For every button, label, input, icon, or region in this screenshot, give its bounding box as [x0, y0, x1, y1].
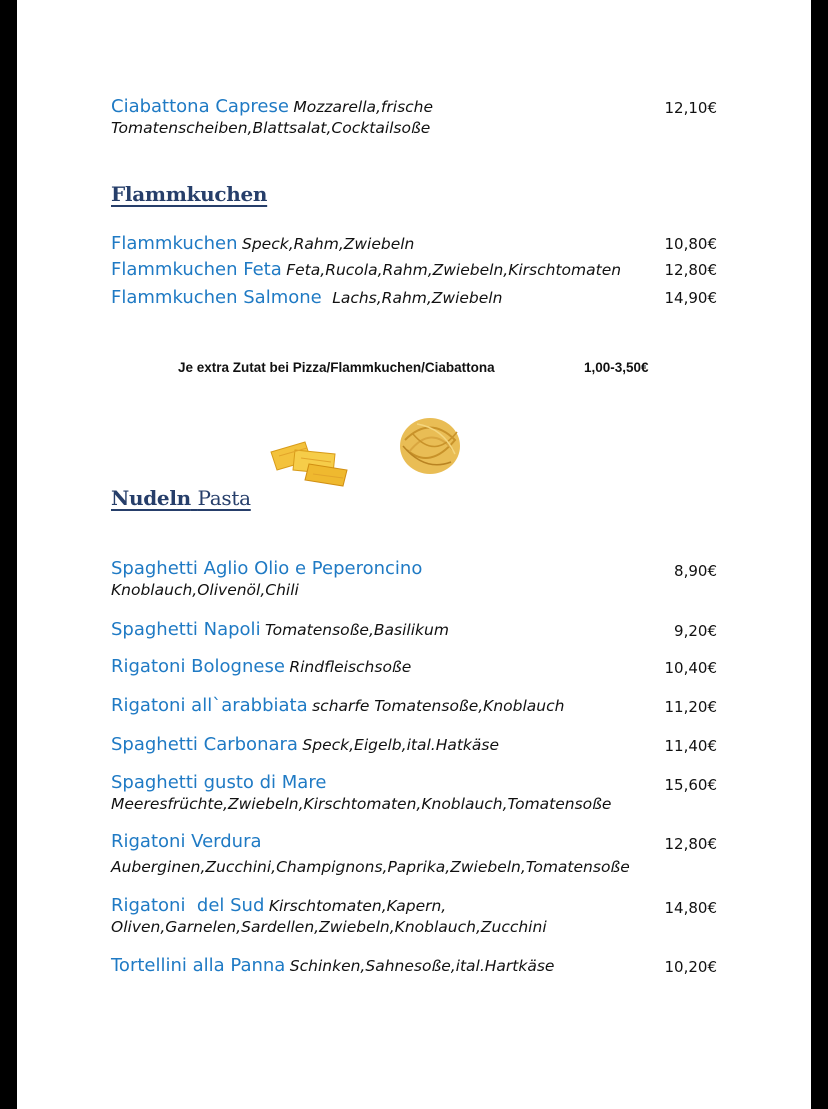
item-price: 12,80€	[664, 261, 717, 279]
item-desc: Feta,Rucola,Rahm,Zwiebeln,Kirschtomaten	[286, 261, 622, 279]
menu-item-spaghetti-carbonara	[111, 734, 499, 755]
item-desc-line2: Tomatenscheiben,Blattsalat,Cocktailsoße	[111, 119, 431, 137]
item-name: Spaghetti gusto di Mare	[111, 772, 327, 793]
item-name: Rigatoni all`arabbiata	[111, 695, 308, 716]
item-desc: Schinken,Sahnesoße,ital.Hartkäse	[289, 957, 555, 975]
menu-item-flammkuchen-salmone	[111, 287, 502, 308]
item-price: 10,80€	[664, 235, 717, 253]
item-price: 11,40€	[664, 737, 717, 755]
item-name: Tortellini alla Panna	[111, 955, 286, 976]
item-desc: Kirschtomaten,Kapern,	[268, 897, 447, 915]
item-desc: Lachs,Rahm,Zwiebeln	[332, 289, 503, 307]
item-name: Spaghetti Napoli	[111, 619, 261, 640]
item-name: Rigatoni del Sud	[111, 895, 265, 916]
item-name: Rigatoni Verdura	[111, 831, 262, 852]
item-price: 9,20€	[674, 622, 717, 640]
item-name: Flammkuchen Feta	[111, 259, 282, 280]
item-desc: Speck,Rahm,Zwiebeln	[241, 235, 415, 253]
menu-item-rigatoni-arrabbiata	[111, 695, 564, 716]
item-name: Flammkuchen Salmone	[111, 287, 322, 308]
menu-page	[17, 0, 811, 1109]
menu-item-flammkuchen	[111, 233, 414, 254]
item-desc-line2: Oliven,Garnelen,Sardellen,Zwiebeln,Knoblauch,Zucchini	[111, 918, 547, 936]
item-desc: Knoblauch,Olivenöl,Chili	[111, 581, 299, 599]
section-heading-flammkuchen: Flammkuchen	[111, 182, 268, 206]
item-desc: Tomatensoße,Basilikum	[265, 621, 449, 639]
item-price: 10,20€	[664, 958, 717, 976]
item-name: Spaghetti Carbonara	[111, 734, 298, 755]
heading-pasta: Pasta	[197, 486, 251, 510]
item-desc: scharfe Tomatensoße,Knoblauch	[312, 697, 565, 715]
item-price: 14,80€	[664, 899, 717, 917]
item-price: 11,20€	[664, 698, 717, 716]
menu-item-spaghetti-aglio-olio	[111, 558, 422, 599]
menu-item-rigatoni-del-sud	[111, 895, 547, 936]
menu-item-spaghetti-gusto-di-mare	[111, 772, 611, 813]
item-price: 12,10€	[664, 99, 717, 117]
item-name: Flammkuchen	[111, 233, 238, 254]
section-heading-pasta	[111, 486, 251, 510]
item-name: Rigatoni Bolognese	[111, 656, 285, 677]
item-desc: Auberginen,Zucchini,Champignons,Paprika,Zwiebeln,Tomatensoße	[111, 858, 630, 876]
penne-pasta-image	[265, 430, 355, 490]
heading-nudeln: Nudeln	[111, 486, 191, 510]
item-price: 12,80€	[664, 835, 717, 853]
extra-topping-price: 1,00-3,50€	[584, 360, 649, 375]
item-name: Spaghetti Aglio Olio e Peperoncino	[111, 558, 423, 579]
menu-item-flammkuchen-feta	[111, 259, 621, 280]
item-desc: Speck,Eigelb,ital.Hatkäse	[302, 736, 500, 754]
item-price: 14,90€	[664, 289, 717, 307]
menu-item-tortellini-alla-panna	[111, 955, 554, 976]
item-price: 10,40€	[664, 659, 717, 677]
item-desc: Rindfleischsoße	[289, 658, 412, 676]
menu-item-rigatoni-verdura	[111, 831, 630, 876]
item-price: 15,60€	[664, 776, 717, 794]
tagliatelle-nest-image	[395, 410, 467, 480]
menu-item-spaghetti-napoli	[111, 619, 449, 640]
menu-item-rigatoni-bolognese	[111, 656, 411, 677]
menu-item-ciabattona-caprese	[111, 96, 433, 137]
extra-topping-note: Je extra Zutat bei Pizza/Flammkuchen/Ciabattona	[178, 360, 495, 375]
item-name: Ciabattona Caprese	[111, 96, 289, 117]
item-price: 8,90€	[674, 562, 717, 580]
item-desc: Meeresfrüchte,Zwiebeln,Kirschtomaten,Knoblauch,Tomatensoße	[111, 795, 612, 813]
item-desc: Mozzarella,frische	[293, 98, 434, 116]
